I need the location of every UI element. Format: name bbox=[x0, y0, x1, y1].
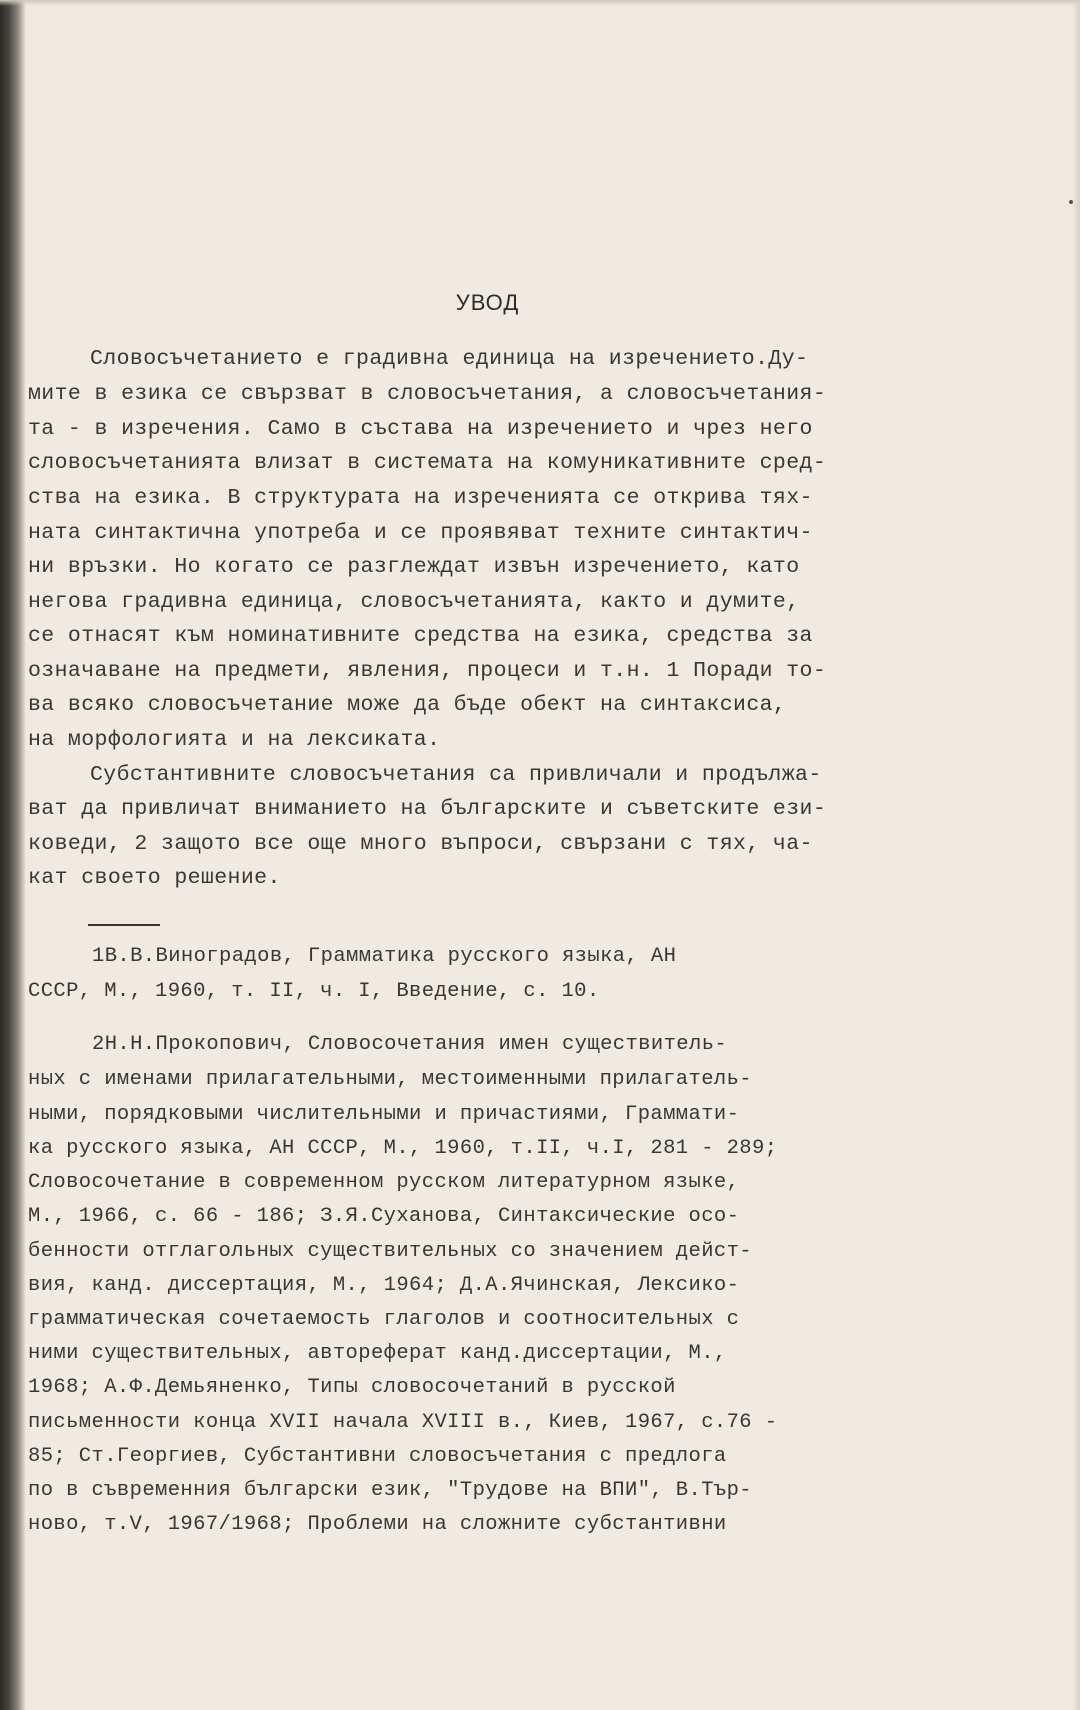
body-line: означаване на предмети, явления, процеси и т.н. 1 Поради то- bbox=[28, 659, 827, 683]
footnote-line: М., 1966, с. 66 - 186; З.Я.Суханова, Синтаксические осо- bbox=[28, 1205, 740, 1228]
body-line: ни връзки. Но когато се разглеждат извън изречението, като bbox=[28, 555, 800, 579]
page-right-edge bbox=[1072, 0, 1080, 1710]
footnote-line: 2Н.Н.Прокопович, Словосочетания имен существитель- bbox=[92, 1033, 728, 1056]
footnote-line: ных с именами прилагательными, местоименными прилагатель- bbox=[28, 1068, 753, 1091]
footnote-line: 1В.В.Виноградов, Грамматика русского языка, АН bbox=[92, 945, 677, 968]
scan-speck bbox=[1069, 200, 1073, 204]
footnote-separator bbox=[88, 924, 160, 926]
body-line: ства на езика. В структурата на изреченията се открива тях- bbox=[28, 486, 813, 510]
page-top-edge bbox=[0, 0, 1080, 6]
body-line: негова градивна единица, словосъчетанията, както и думите, bbox=[28, 590, 800, 614]
footnote-line: бенности отглагольных существительных со значением дейст- bbox=[28, 1240, 753, 1263]
body-line: Субстантивните словосъчетания са привличали и продължа- bbox=[90, 763, 822, 787]
footnote-line: вия, канд. диссертация, М., 1964; Д.А.Ячинская, Лексико- bbox=[28, 1274, 740, 1297]
footnote-line: Словосочетание в современном русском литературном языке, bbox=[28, 1171, 740, 1194]
footnote-line: 85; Ст.Георгиев, Субстантивни словосъчетания с предлога bbox=[28, 1445, 727, 1468]
body-line: та - в изречения. Само в състава на изречението и чрез него bbox=[28, 417, 813, 441]
footnote-line: СССР, М., 1960, т. II, ч. I, Введение, с. 10. bbox=[28, 980, 600, 1003]
footnote-line: 1968; А.Ф.Демьяненко, Типы словосочетаний в русской bbox=[28, 1376, 676, 1399]
footnote-line: ными, порядковыми числительными и причастиями, Граммати- bbox=[28, 1103, 740, 1126]
body-line: на морфологията и на лексиката. bbox=[28, 728, 441, 752]
body-line: се отнасят към номинативните средства на езика, средства за bbox=[28, 624, 813, 648]
body-line: ва всяко словосъчетание може да бъде обект на синтаксиса, bbox=[28, 693, 787, 717]
section-heading: УВОД bbox=[455, 290, 520, 315]
footnote-line: ново, т.V, 1967/1968; Проблеми на сложните субстантивни bbox=[28, 1513, 727, 1536]
footnote-line: грамматическая сочетаемость глаголов и соотносительных с bbox=[28, 1308, 740, 1331]
footnote-line: письменности конца XVII начала XVIII в., Киев, 1967, с.76 - bbox=[28, 1411, 778, 1434]
body-line: кат своето решение. bbox=[28, 866, 281, 890]
body-line: мите в езика се свързват в словосъчетания, а словосъчетания- bbox=[28, 382, 827, 406]
body-line: коведи, 2 защото все още много въпроси, свързани с тях, ча- bbox=[28, 832, 813, 856]
footnote-line: по в съвременния български език, "Трудове на ВПИ", В.Тър- bbox=[28, 1479, 753, 1502]
body-line: словосъчетанията влизат в системата на комуникативните сред- bbox=[28, 451, 827, 475]
footnote-line: ка русского языка, АН СССР, М., 1960, т.II, ч.I, 281 - 289; bbox=[28, 1137, 778, 1160]
page-binding-shadow bbox=[0, 0, 26, 1710]
footnote-line: ними существительных, автореферат канд.диссертации, М., bbox=[28, 1342, 727, 1365]
body-line: ват да привличат вниманието на българските и съветските ези- bbox=[28, 797, 827, 821]
body-line: Словосъчетанието е градивна единица на изречението.Ду- bbox=[90, 347, 809, 371]
body-line: ната синтактична употреба и се проявяват техните синтактич- bbox=[28, 521, 813, 545]
